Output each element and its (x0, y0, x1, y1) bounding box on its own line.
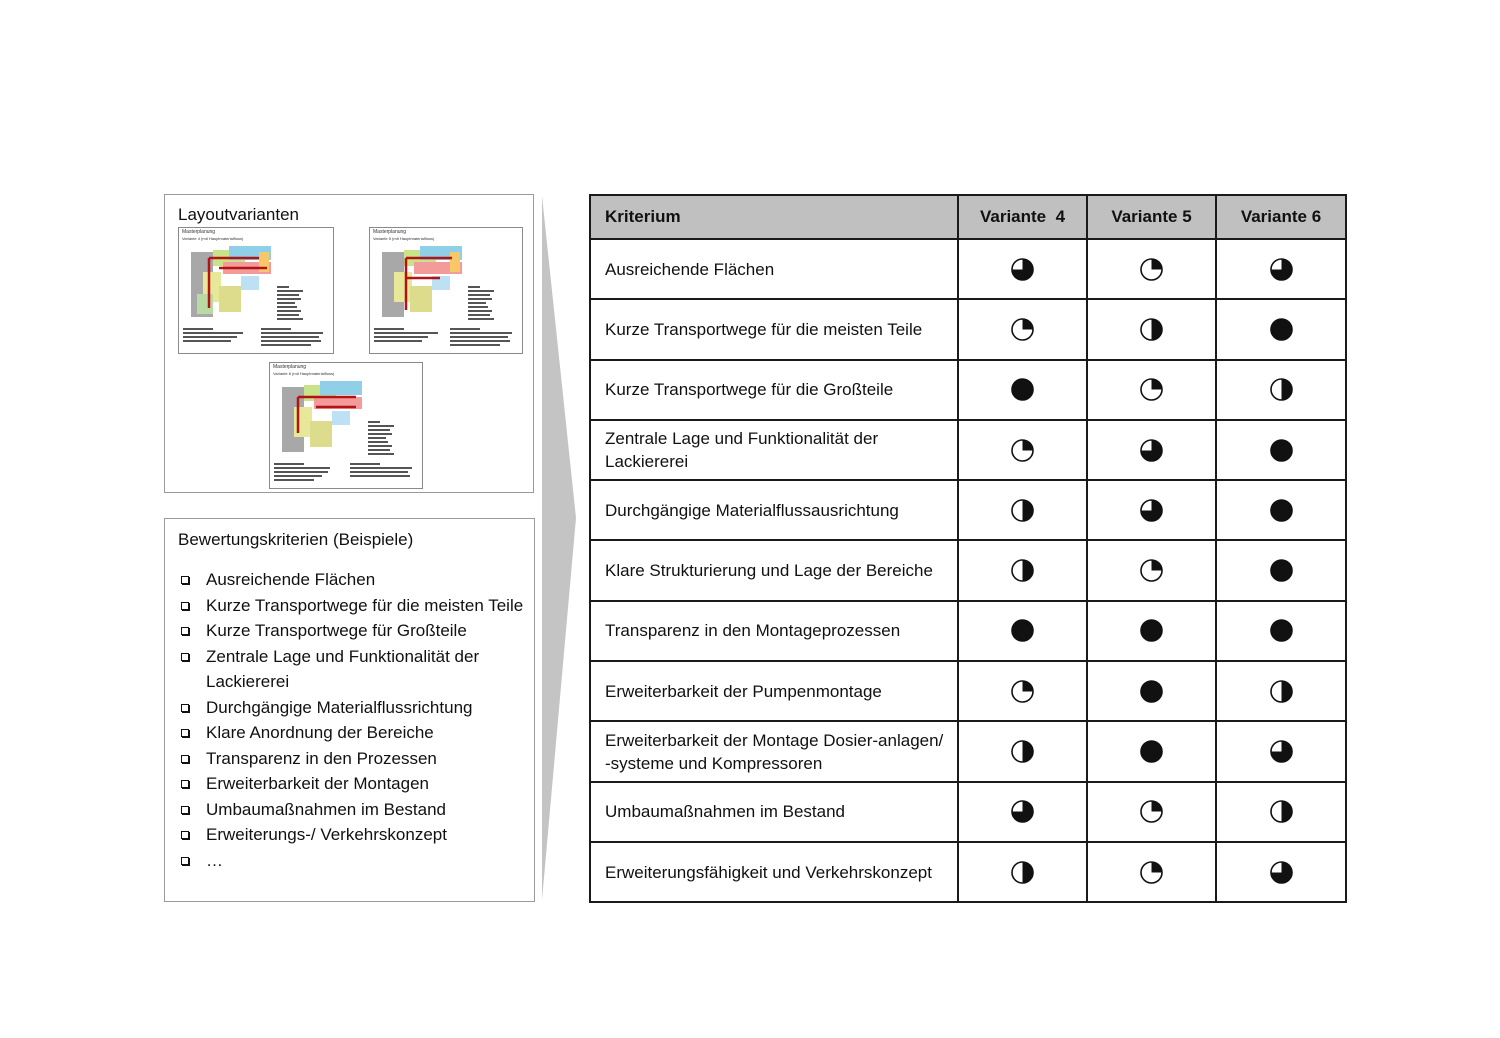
criteria-item-text: Erweiterbarkeit der Montagen (206, 774, 430, 793)
checkbox-bullet-icon (181, 755, 189, 763)
score-cell-variante-6 (1216, 540, 1346, 600)
arrow-wedge-icon (540, 196, 580, 904)
harvey-ball-icon (1139, 618, 1164, 643)
table-row (590, 661, 1346, 721)
header-kriterium: Kriterium (590, 195, 958, 239)
floor-plan-drawing (179, 228, 333, 353)
harvey-ball-icon (1010, 739, 1035, 764)
criterion-cell: Zentrale Lage und Funktionalität der Lackiererei (590, 420, 958, 480)
harvey-ball-icon (1010, 679, 1035, 704)
table-header-row (590, 195, 1346, 239)
harvey-ball-icon (1139, 739, 1164, 764)
criteria-list-item (179, 567, 524, 593)
criteria-list-item (179, 848, 524, 874)
harvey-ball-icon (1269, 799, 1294, 824)
table-row (590, 480, 1346, 540)
score-cell-variante-4 (958, 360, 1087, 420)
score-cell-variante-5 (1087, 601, 1216, 661)
score-cell-variante-4 (958, 601, 1087, 661)
table-row (590, 420, 1346, 480)
checkbox-bullet-icon (181, 729, 189, 737)
checkbox-bullet-icon (181, 780, 189, 788)
harvey-ball-icon (1139, 558, 1164, 583)
score-cell-variante-6 (1216, 842, 1346, 902)
criteria-item-text: Umbaumaßnahmen im Bestand (206, 799, 447, 819)
criterion-cell: Erweiterungsfähigkeit und Verkehrskonzept (590, 842, 958, 902)
harvey-ball-icon (1010, 558, 1035, 583)
header-variante-5: Variante 5 (1087, 195, 1216, 239)
table-row (590, 360, 1346, 420)
criterion-cell: Erweiterbarkeit der Montage Dosier-anlagen/ -systeme und Kompressoren (590, 721, 958, 781)
layout-thumbnail-variant-4 (178, 227, 334, 354)
harvey-ball-icon (1139, 679, 1164, 704)
criteria-item-text: Klare Anordnung der Bereiche (206, 723, 434, 742)
harvey-ball-icon (1139, 799, 1164, 824)
layout-thumbnail-variant-6 (269, 362, 423, 489)
layout-variants-title: Layoutvarianten (178, 205, 299, 224)
score-cell-variante-5 (1087, 540, 1216, 600)
score-cell-variante-5 (1087, 360, 1216, 420)
layout-variants-panel (164, 194, 534, 493)
criteria-list-item (179, 695, 524, 721)
criterion-cell: Klare Strukturierung und Lage der Bereiche (590, 540, 958, 600)
layout-thumbnail-variant-5 (369, 227, 523, 354)
thumbnail-title: Masterplanung (182, 229, 216, 235)
checkbox-bullet-icon (181, 653, 189, 661)
harvey-ball-icon (1139, 438, 1164, 463)
score-cell-variante-5 (1087, 842, 1216, 902)
harvey-ball-icon (1139, 317, 1164, 342)
score-cell-variante-4 (958, 540, 1087, 600)
table-row (590, 239, 1346, 299)
score-cell-variante-4 (958, 239, 1087, 299)
score-cell-variante-4 (958, 661, 1087, 721)
score-cell-variante-6 (1216, 299, 1346, 359)
criteria-list-item (179, 822, 524, 848)
thumbnail-subtitle: Variante 6 (mit Hauptmaterialfluss) (273, 371, 335, 376)
criteria-list-item (179, 644, 524, 695)
score-cell-variante-5 (1087, 239, 1216, 299)
score-cell-variante-6 (1216, 420, 1346, 480)
criteria-item-text: Kurze Transportwege für die meisten Teile (206, 595, 524, 615)
score-cell-variante-6 (1216, 661, 1346, 721)
score-cell-variante-5 (1087, 299, 1216, 359)
criteria-item-text: Kurze Transportwege für Großteile (206, 621, 467, 640)
criteria-list-item (179, 618, 524, 644)
thumbnail-subtitle: Variante 5 (mit Hauptmaterialfluss) (373, 236, 435, 241)
criteria-item-text: … (206, 850, 223, 870)
score-cell-variante-4 (958, 782, 1087, 842)
floor-plan-drawing (270, 363, 422, 488)
criterion-cell: Transparenz in den Montageprozessen (590, 601, 958, 661)
score-cell-variante-6 (1216, 601, 1346, 661)
criterion-cell: Kurze Transportwege für die Großteile (590, 360, 958, 420)
score-cell-variante-4 (958, 299, 1087, 359)
score-cell-variante-6 (1216, 782, 1346, 842)
checkbox-bullet-icon (181, 627, 189, 635)
harvey-ball-icon (1269, 739, 1294, 764)
checkbox-bullet-icon (181, 831, 189, 839)
criteria-list-item (179, 746, 524, 772)
criteria-list-item (179, 771, 524, 797)
harvey-ball-icon (1139, 860, 1164, 885)
harvey-ball-icon (1269, 377, 1294, 402)
harvey-ball-icon (1269, 317, 1294, 342)
criteria-list-item (179, 720, 524, 746)
score-cell-variante-4 (958, 842, 1087, 902)
header-variante-4: Variante 4 (958, 195, 1087, 239)
table-row (590, 601, 1346, 661)
harvey-ball-icon (1010, 498, 1035, 523)
harvey-ball-icon (1269, 860, 1294, 885)
table-body (590, 239, 1346, 902)
harvey-ball-icon (1010, 438, 1035, 463)
criteria-list (179, 567, 524, 873)
criterion-cell: Umbaumaßnahmen im Bestand (590, 782, 958, 842)
harvey-ball-icon (1269, 257, 1294, 282)
criterion-cell: Ausreichende Flächen (590, 239, 958, 299)
score-cell-variante-5 (1087, 420, 1216, 480)
evaluation-table (589, 194, 1347, 903)
score-cell-variante-5 (1087, 480, 1216, 540)
checkbox-bullet-icon (181, 602, 189, 610)
criteria-item-text: Zentrale Lage und Funktionalität der Lackiererei (206, 646, 480, 691)
score-cell-variante-6 (1216, 239, 1346, 299)
harvey-ball-icon (1010, 377, 1035, 402)
criterion-cell: Erweiterbarkeit der Pumpenmontage (590, 661, 958, 721)
score-cell-variante-4 (958, 420, 1087, 480)
harvey-ball-icon (1269, 558, 1294, 583)
thumbnail-title: Masterplanung (273, 364, 307, 370)
criteria-list-item (179, 797, 524, 823)
harvey-ball-icon (1139, 498, 1164, 523)
harvey-ball-icon (1139, 257, 1164, 282)
criteria-item-text: Durchgängige Materialflussrichtung (206, 697, 473, 717)
harvey-ball-icon (1010, 618, 1035, 643)
thumbnail-subtitle: Variante 4 (mit Hauptmaterialfluss) (182, 236, 244, 241)
criteria-panel (164, 518, 535, 902)
criteria-item-text: Ausreichende Flächen (206, 570, 376, 589)
harvey-ball-icon (1010, 799, 1035, 824)
checkbox-bullet-icon (181, 576, 189, 584)
harvey-ball-icon (1269, 618, 1294, 643)
harvey-ball-icon (1139, 377, 1164, 402)
checkbox-bullet-icon (181, 857, 189, 865)
criteria-title: Bewertungskriterien (Beispiele) (178, 530, 414, 549)
score-cell-variante-5 (1087, 661, 1216, 721)
table-row (590, 721, 1346, 781)
score-cell-variante-6 (1216, 480, 1346, 540)
score-cell-variante-6 (1216, 360, 1346, 420)
harvey-ball-icon (1269, 679, 1294, 704)
harvey-ball-icon (1269, 498, 1294, 523)
header-variante-6: Variante 6 (1216, 195, 1346, 239)
table-row (590, 782, 1346, 842)
score-cell-variante-4 (958, 721, 1087, 781)
harvey-ball-icon (1010, 257, 1035, 282)
table-row (590, 299, 1346, 359)
harvey-ball-icon (1010, 860, 1035, 885)
criterion-cell: Durchgängige Materialflussausrichtung (590, 480, 958, 540)
checkbox-bullet-icon (181, 704, 189, 712)
table-row (590, 540, 1346, 600)
criteria-list-item (179, 593, 524, 619)
score-cell-variante-4 (958, 480, 1087, 540)
harvey-ball-icon (1010, 317, 1035, 342)
score-cell-variante-5 (1087, 782, 1216, 842)
criteria-item-text: Erweiterungs-/ Verkehrskonzept (206, 825, 447, 844)
checkbox-bullet-icon (181, 806, 189, 814)
criterion-cell: Kurze Transportwege für die meisten Teile (590, 299, 958, 359)
floor-plan-drawing (370, 228, 522, 353)
harvey-ball-icon (1269, 438, 1294, 463)
score-cell-variante-5 (1087, 721, 1216, 781)
score-cell-variante-6 (1216, 721, 1346, 781)
thumbnail-title: Masterplanung (373, 229, 407, 235)
criteria-item-text: Transparenz in den Prozessen (206, 748, 437, 768)
table-row (590, 842, 1346, 902)
